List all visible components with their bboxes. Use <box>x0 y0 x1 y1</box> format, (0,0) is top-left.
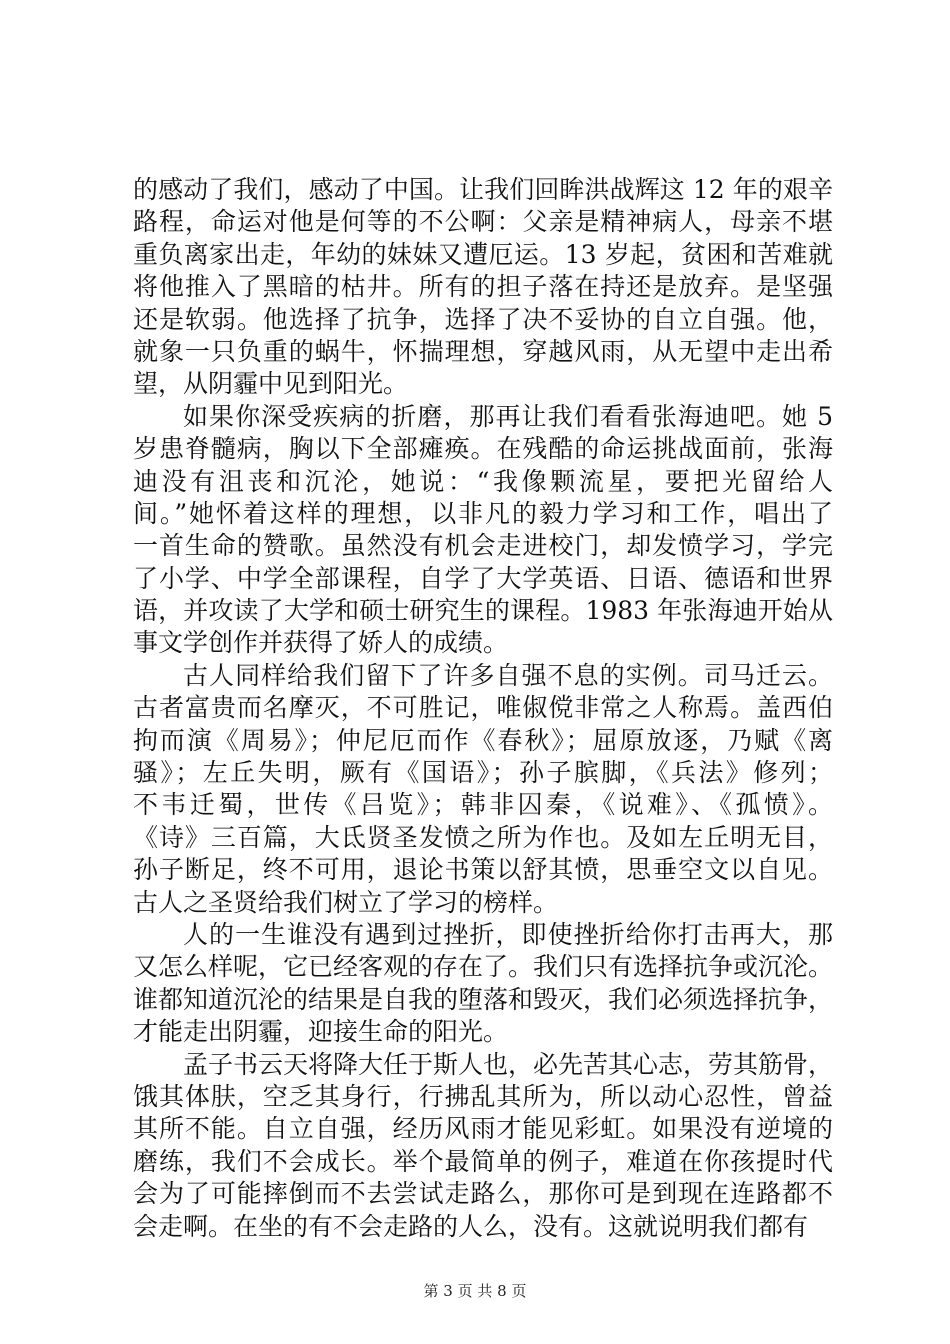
text-line: 《诗》三百篇，大氐贤圣发愤之所为作也。及如左丘明无目， <box>133 822 833 852</box>
text-line: 的感动了我们，感动了中国。让我们回眸洪战辉这 12 年的艰辛 <box>133 175 833 204</box>
text-line: 了小学、中学全部课程，自学了大学英语、日语、德语和世界 <box>133 563 833 593</box>
text-line: 一首生命的赞歌。虽然没有机会走进校门，却发愤学习，学完 <box>133 531 833 561</box>
text-line: 古者富贵而名摩灭，不可胜记，唯俶傥非常之人称焉。盖西伯 <box>133 693 833 723</box>
page-number-label: 第 3 页 共 8 页 <box>423 1282 527 1300</box>
page-footer <box>0 1280 950 1301</box>
text-line: 孟子书云天将降大任于斯人也，必先苦其心志，劳其筋骨， <box>183 1049 834 1079</box>
text-line: 会为了可能摔倒而不去尝试走路么，那你可是到现在连路都不 <box>133 1179 833 1209</box>
text-line: 路程，命运对他是何等的不公啊：父亲是精神病人，母亲不堪 <box>133 207 833 237</box>
text-line: 事文学创作并获得了娇人的成绩。 <box>133 628 509 658</box>
text-line: 才能走出阴霾，迎接生命的阳光。 <box>133 1017 509 1047</box>
text-line: 磨练，我们不会成长。举个最简单的例子，难道在你孩提时代 <box>133 1146 833 1176</box>
paragraph <box>133 919 833 1049</box>
text-line: 谁都知道沉沦的结果是自我的堕落和毁灭，我们必须选择抗争， <box>133 984 834 1014</box>
text-line: 拘而演《周易》；仲尼厄而作《春秋》；屈原放逐，乃赋《离 <box>133 725 833 755</box>
text-line: 将他推入了黑暗的枯井。所有的担子落在持还是放弃。是坚强 <box>133 272 833 302</box>
text-line: 古人同样给我们留下了许多自强不息的实例。司马迁云。 <box>183 660 833 690</box>
text-line: 会走啊。在坐的有不会走路的人么，没有。这就说明我们都有 <box>133 1211 809 1241</box>
text-line: 人的一生谁没有遇到过挫折，即使挫折给你打击再大，那 <box>183 919 833 949</box>
text-line: 其所不能。自立自强，经历风雨才能见彩虹。如果没有逆境的 <box>133 1114 833 1144</box>
text-line: 孙子断足，终不可用，退论书策以舒其愤，思垂空文以自见。 <box>133 855 833 885</box>
paragraph <box>133 660 833 919</box>
text-line: 如果你深受疾病的折磨，那再让我们看看张海迪吧。她 5 <box>183 401 833 431</box>
text-line: 又怎么样呢，它已经客观的存在了。我们只有选择抗争或沉沦。 <box>133 952 834 982</box>
text-line: 间。”她怀着这样的理想，以非凡的毅力学习和工作，唱出了 <box>133 498 833 528</box>
paragraph <box>133 1049 833 1243</box>
text-line: 语，并攻读了大学和硕士研究生的课程。1983 年张海迪开始从 <box>133 596 833 626</box>
document-body <box>133 174 833 1243</box>
text-line: 古人之圣贤给我们树立了学习的榜样。 <box>133 887 559 917</box>
text-line: 迪没有沮丧和沉沦，她说：“我像颗流星，要把光留给人 <box>133 466 833 496</box>
paragraph <box>133 401 833 660</box>
text-line: 还是软弱。他选择了抗争，选择了决不妥协的自立自强。他， <box>133 304 833 334</box>
paragraph <box>133 174 833 401</box>
text-line: 骚》；左丘失明，厥有《国语》；孙子膑脚，《兵法》修列； <box>133 758 833 788</box>
text-line: 重负离家出走，年幼的妹妹又遭厄运。13 岁起，贫困和苦难就 <box>133 239 833 269</box>
text-line: 岁患脊髓病，胸以下全部瘫痪。在残酷的命运挑战面前，张海 <box>133 434 833 464</box>
text-line: 望，从阴霾中见到阳光。 <box>133 369 409 399</box>
text-line: 饿其体肤，空乏其身行，行拂乱其所为，所以动心忍性，曾益 <box>133 1081 833 1111</box>
text-line: 就象一只负重的蜗牛，怀揣理想，穿越风雨，从无望中走出希 <box>133 336 833 366</box>
text-line: 不韦迁蜀，世传《吕览》；韩非囚秦，《说难》、《孤愤》。 <box>133 790 833 820</box>
